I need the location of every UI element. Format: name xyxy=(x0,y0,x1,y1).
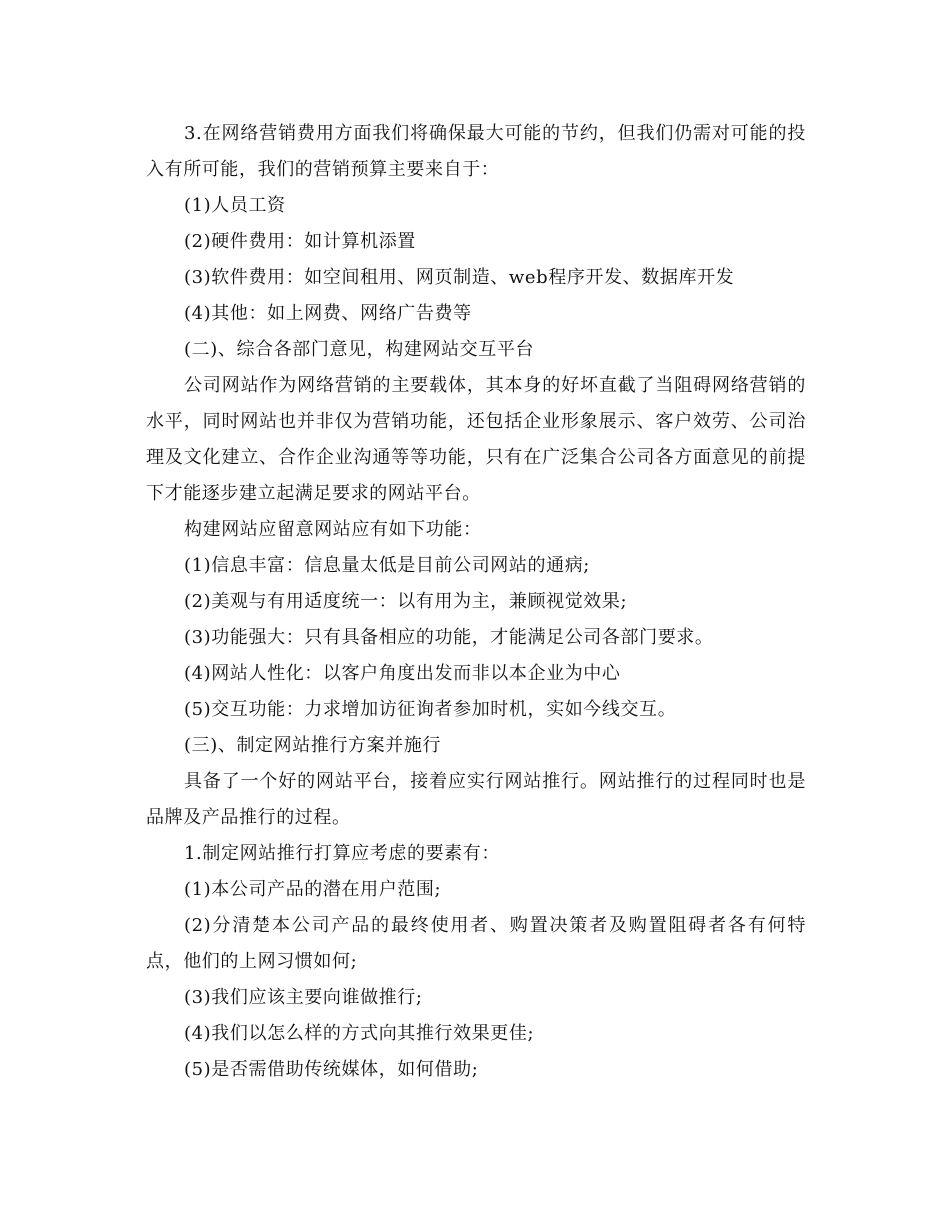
list-item-powerful-functions: (3)功能强大：只有具备相应的功能，才能满足公司各部门要求。 xyxy=(184,627,714,648)
paragraph-promotion-factors: 1.制定网站推行打算应考虑的要素有： xyxy=(184,843,500,864)
list-item-staff-salary: (1)人员工资 xyxy=(184,195,286,216)
list-item-rich-info: (1)信息丰富：信息量太低是目前公司网站的通病; xyxy=(184,555,590,576)
list-item-promotion-method: (4)我们以怎么样的方式向其推行效果更佳; xyxy=(184,1023,535,1044)
paragraph-website-functions-intro: 构建网站应留意网站应有如下功能： xyxy=(184,519,482,540)
list-item-other-cost: (4)其他：如上网费、网络广告费等 xyxy=(184,303,472,324)
paragraph-website-carrier: 公司网站作为网络营销的主要载体，其本身的好坏直截了当阻碍网络营销的水平，同时网站也并非仅为营销功能，还包括企业形象展示、客户效劳、公司治理及文化建立、合作企业沟通等等功能，只有在广泛集合公司各方面意见的前提下才能逐步建立起满足要求的网站平台。 xyxy=(146,375,806,504)
list-item-traditional-media: (5)是否需借助传统媒体，如何借助; xyxy=(184,1059,479,1080)
list-item-user-types: (2)分清楚本公司产品的最终使用者、购置决策者及购置阻碍者各有何特点，他们的上网习惯如何; xyxy=(146,915,806,972)
paragraph-promotion-intro: 具备了一个好的网站平台，接着应实行网站推行。网站推行的过程同时也是品牌及产品推行的过程。 xyxy=(146,771,806,828)
section-heading-promotion-plan: (三)、制定网站推行方案并施行 xyxy=(184,735,442,756)
list-item-humanization: (4)网站人性化：以客户角度出发而非以本企业为中心 xyxy=(184,663,621,684)
list-item-beauty-usability: (2)美观与有用适度统一：以有用为主，兼顾视觉效果; xyxy=(184,591,628,612)
list-item-promotion-target: (3)我们应该主要向谁做推行; xyxy=(184,987,423,1008)
document-body xyxy=(146,116,806,1088)
list-item-interaction: (5)交互功能：力求增加访征询者参加时机，实如今线交互。 xyxy=(184,699,677,720)
list-item-potential-users: (1)本公司产品的潜在用户范围; xyxy=(184,879,442,900)
list-item-hardware-cost: (2)硬件费用：如计算机添置 xyxy=(184,231,416,252)
section-heading-website-platform: (二)、综合各部门意见，构建网站交互平台 xyxy=(184,339,535,360)
list-item-software-cost: (3)软件费用：如空间租用、网页制造、web程序开发、数据库开发 xyxy=(184,267,735,288)
paragraph-budget-intro: 3.在网络营销费用方面我们将确保最大可能的节约，但我们仍需对可能的投入有所可能，我们的营销预算主要来自于： xyxy=(146,123,806,180)
